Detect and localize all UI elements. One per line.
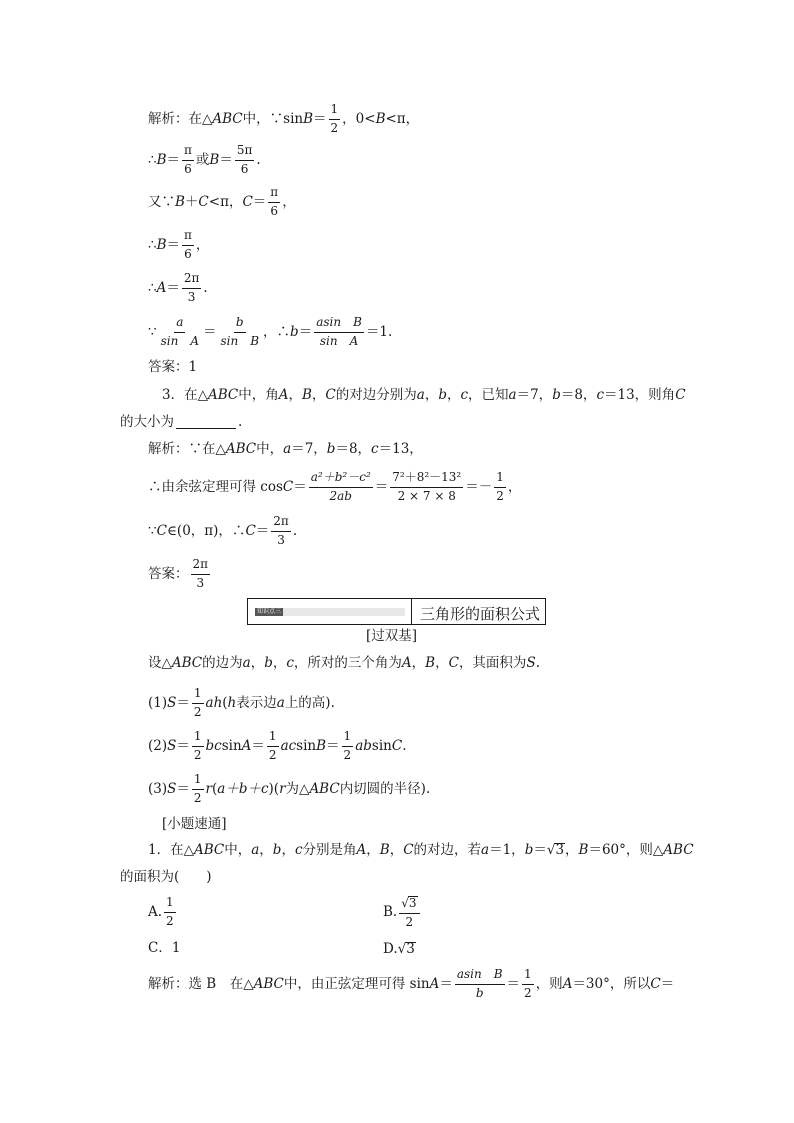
text: 分别是角: [302, 841, 357, 858]
denominator: 6: [240, 161, 249, 176]
numerator: 1: [192, 773, 204, 790]
var: A: [278, 387, 289, 403]
fraction: [219, 316, 262, 349]
formula-1: [148, 687, 335, 720]
text: .: [535, 655, 540, 671]
text: 中，由正弦定理可得 sin: [283, 975, 430, 992]
option-a[interactable]: [148, 896, 178, 929]
var: a: [251, 841, 260, 858]
denominator: 2: [496, 488, 504, 503]
solution-label: 解析：: [148, 110, 189, 127]
fraction: [455, 968, 505, 1001]
var: ah: [205, 694, 223, 711]
sqrt-sign: √: [546, 841, 556, 858]
text: 在△: [188, 110, 213, 127]
solution-line-3: [148, 186, 296, 219]
var: C: [282, 478, 294, 495]
text: 的边为: [202, 655, 243, 671]
denominator: 3: [187, 289, 196, 304]
text: ，: [565, 841, 579, 858]
text: 上的高).: [284, 694, 335, 711]
var: c: [371, 441, 379, 457]
numerator: 1: [192, 730, 204, 747]
text: )(: [268, 780, 280, 797]
denominator: 2: [405, 914, 414, 929]
var: ABC: [225, 441, 257, 457]
text: (: [211, 780, 218, 797]
fraction: [267, 730, 279, 763]
var: a: [283, 441, 292, 457]
text: (: [222, 694, 228, 711]
var: B: [156, 151, 167, 168]
question-3-line-2: [120, 416, 242, 430]
var: c: [286, 655, 294, 671]
var: C: [650, 975, 661, 992]
text: ＝: [313, 110, 327, 127]
var: A: [429, 975, 440, 992]
var: B: [301, 387, 312, 403]
section-tag: [255, 608, 405, 616]
var: ABC: [663, 841, 694, 858]
option-b[interactable]: [383, 896, 422, 930]
var: b: [524, 841, 534, 858]
text: 或: [195, 151, 210, 168]
denominator: sin B: [220, 333, 260, 348]
text: ＝: [506, 975, 521, 992]
q1-solution-line: [148, 968, 674, 1001]
var: ac: [280, 737, 297, 754]
fraction: [191, 558, 211, 591]
denominator: 6: [184, 246, 192, 261]
numerator: 2π: [191, 558, 211, 575]
question-1-line-1: [148, 843, 694, 858]
var: a: [242, 655, 251, 671]
text: ∵: [148, 323, 157, 340]
formula-3: [148, 773, 430, 806]
var: b: [326, 441, 336, 457]
text: ＝: [166, 236, 181, 253]
solution-line-5: [148, 272, 208, 305]
text: .: [402, 737, 407, 754]
text: ，: [195, 236, 210, 253]
text: ＝: [176, 780, 190, 797]
section-header: [247, 598, 546, 625]
text: ，其面积为: [458, 655, 527, 671]
text: .: [256, 151, 261, 168]
denominator: b: [475, 985, 484, 1000]
text: 的对边分别为: [335, 387, 417, 403]
numerator: 2π: [182, 272, 202, 289]
var: A: [241, 737, 252, 754]
text: ，0<: [342, 110, 376, 127]
solution-line-1: [148, 103, 419, 136]
text: ＝7，: [291, 441, 327, 457]
text: 中，角: [238, 387, 279, 403]
text: ＝: [533, 841, 547, 858]
var: C: [391, 737, 403, 754]
text: .: [292, 522, 298, 539]
var: ABC: [309, 780, 340, 797]
denominator: sin A: [319, 333, 359, 348]
numerator: 1: [342, 730, 354, 747]
var: a: [481, 841, 490, 858]
numerator: 1: [267, 730, 279, 747]
radicand: 3: [555, 842, 565, 858]
denominator: 2: [166, 913, 174, 928]
text: 内切圆的半径).: [339, 780, 431, 797]
var: bc: [205, 737, 222, 754]
denominator: 2: [343, 747, 352, 762]
option-label: C．1: [148, 940, 181, 956]
text: ∴: [148, 279, 157, 296]
text: ＝8，: [560, 387, 597, 403]
solution-line-6: [148, 316, 392, 349]
numerator: 1: [494, 471, 506, 488]
text: ＝－: [465, 478, 493, 495]
text: ，: [366, 841, 380, 858]
text: (3): [148, 780, 168, 797]
text: ∵在△: [188, 441, 226, 457]
text: ，: [435, 655, 449, 671]
denominator: 3: [277, 532, 285, 547]
text: ＝: [166, 279, 180, 296]
answer-blank: [176, 416, 236, 429]
text: [小题速通]: [162, 816, 227, 832]
fraction: [309, 471, 373, 504]
var: c: [460, 387, 469, 403]
var: h: [227, 694, 237, 711]
text: ，: [389, 841, 404, 858]
text: .: [238, 414, 243, 430]
var: C: [325, 387, 336, 403]
var: C: [245, 522, 256, 539]
var: C: [156, 522, 167, 539]
text: <π，: [385, 110, 420, 127]
text: [过双基]: [366, 628, 418, 644]
var: ABC: [253, 975, 284, 992]
text: ，: [281, 841, 295, 858]
denominator: 6: [270, 203, 279, 218]
text: ＝: [255, 522, 270, 539]
numerator: a: [174, 316, 185, 333]
text: ＝60°，则△: [588, 841, 664, 858]
fraction: [192, 773, 204, 806]
text: 1．在△: [148, 841, 194, 858]
fraction: [192, 687, 204, 720]
numerator: 7²＋8²－13²: [390, 471, 463, 488]
numerator: 1: [522, 968, 534, 985]
var: C: [675, 387, 686, 403]
question-1-line-2: [120, 871, 212, 885]
numerator: a²＋b²－c²: [309, 471, 373, 488]
solution-line-2: [148, 144, 261, 177]
text: ＝: [439, 975, 453, 992]
text: 的大小为: [120, 414, 174, 430]
text: ，: [282, 193, 296, 210]
text: 中，: [256, 441, 284, 457]
text: 中，∵sin: [242, 110, 304, 127]
numerator: 5π: [235, 144, 255, 161]
text: ∵: [148, 522, 157, 539]
text: 又∵: [148, 193, 175, 210]
var: ABC: [207, 387, 239, 403]
fraction: [164, 896, 176, 929]
fraction: [522, 968, 534, 1001]
text: ＝: [176, 694, 190, 711]
text: ＝: [298, 323, 313, 340]
denominator: 2: [193, 704, 202, 719]
radicand: 3: [406, 941, 415, 957]
text: ，: [411, 655, 426, 671]
sqrt-sign: √: [401, 896, 409, 910]
text: ，: [272, 655, 287, 671]
text: ＝: [251, 737, 265, 754]
divider: [411, 599, 412, 624]
var: b: [552, 387, 561, 403]
denominator: 2: [193, 790, 202, 805]
var: ABC: [212, 110, 243, 127]
var: S: [526, 655, 536, 671]
answer-line: [148, 361, 197, 375]
var: B: [209, 151, 220, 168]
numerator: asin B: [314, 316, 364, 333]
option-label: A.: [148, 903, 163, 920]
text: ，所对的三个角为: [293, 655, 402, 671]
var: S: [167, 737, 177, 754]
text: <π，: [208, 193, 243, 210]
text: ＝: [176, 737, 190, 754]
solution-label: 解析：: [148, 441, 189, 457]
fraction: [390, 471, 463, 504]
var: B: [316, 737, 327, 754]
numerator: π: [268, 186, 280, 203]
var: ab: [355, 737, 372, 754]
var: C: [242, 193, 253, 210]
q3-solution-line-1: [148, 443, 423, 457]
text: ∴: [148, 151, 157, 168]
numerator: 1: [164, 896, 176, 913]
var: A: [156, 279, 167, 296]
text: 表示边: [236, 694, 277, 711]
text: 设△: [148, 655, 172, 671]
var: S: [167, 694, 177, 711]
var: c: [294, 841, 303, 858]
text: ∴: [148, 236, 157, 253]
var: a: [508, 387, 517, 403]
text: (1): [148, 694, 168, 711]
option-d[interactable]: [383, 942, 416, 957]
section-subtitle: [366, 630, 417, 644]
denominator: 2: [193, 747, 202, 762]
text: ＝: [326, 737, 340, 754]
fraction: [399, 896, 419, 930]
answer-label: 答案：: [148, 565, 189, 582]
var: A: [562, 975, 573, 992]
var: C: [198, 193, 209, 210]
denominator: 2: [330, 120, 339, 135]
text: ，∴: [263, 323, 291, 340]
text: ∈(0，π)，∴: [166, 522, 246, 539]
var: B: [379, 841, 390, 858]
var: C: [403, 841, 414, 858]
fraction: [342, 730, 354, 763]
text: ，: [311, 387, 326, 403]
fraction: [271, 515, 291, 548]
text: ＝: [166, 151, 181, 168]
var: B: [425, 655, 436, 671]
text: sin: [221, 737, 242, 754]
text: ，: [424, 387, 439, 403]
q3-solution-line-3: [148, 515, 297, 548]
denominator: 2 × 7 × 8: [397, 488, 456, 503]
fraction: [192, 730, 204, 763]
text: ，: [446, 387, 461, 403]
option-label: D.: [383, 940, 398, 957]
solution-label: 解析：: [148, 975, 189, 992]
q3-answer-line: [148, 558, 212, 591]
var: b: [264, 655, 273, 671]
text: ＝8，: [335, 441, 372, 457]
var: b: [438, 387, 447, 403]
fraction: [314, 316, 364, 349]
fraction: [182, 144, 194, 177]
text: ∴由余弦定理可得 cos: [148, 478, 283, 495]
text: ＝30°，所以: [572, 975, 651, 992]
var: C: [448, 655, 459, 671]
text: 选 B 在△: [188, 975, 254, 992]
var: a: [416, 387, 425, 403]
var: r: [279, 780, 286, 797]
formula-2: [148, 730, 406, 763]
var: ABC: [193, 841, 225, 858]
numerator: 2π: [271, 515, 291, 532]
area-intro: [148, 657, 540, 671]
text: ＝13，则角: [604, 387, 676, 403]
var: S: [167, 780, 177, 797]
numerator: 1: [192, 687, 204, 704]
text: ，则: [535, 975, 563, 992]
numerator: b: [234, 316, 246, 333]
sqrt-sign: √: [397, 940, 407, 957]
var: A: [401, 655, 412, 671]
text: .: [203, 279, 208, 296]
numerator: π: [182, 229, 194, 246]
text: ＝: [660, 975, 675, 992]
fraction: [182, 272, 202, 305]
text: ＝13，: [378, 441, 423, 457]
solution-line-4: [148, 229, 209, 262]
option-c[interactable]: [148, 942, 180, 956]
text: ＝1，: [489, 841, 525, 858]
q3-solution-line-2: [148, 471, 521, 504]
text: 的对边，若: [413, 841, 482, 858]
var: B: [175, 193, 185, 210]
var: A: [356, 841, 367, 858]
text: 的面积为( ): [120, 869, 212, 885]
text: sin: [371, 737, 392, 754]
denominator: 2: [268, 747, 277, 762]
text: ＝: [252, 193, 267, 210]
fraction: [159, 316, 201, 349]
text: ，: [288, 387, 302, 403]
text: ，已知: [468, 387, 509, 403]
denominator: 2ab: [329, 488, 352, 503]
option-label: B.: [383, 904, 398, 921]
var: B: [303, 110, 314, 127]
var: r: [205, 780, 212, 797]
var: b: [272, 841, 282, 858]
numerator: π: [182, 144, 194, 161]
answer-label: 答案：: [148, 359, 189, 375]
denominator: sin A: [160, 333, 199, 348]
denominator: 3: [196, 575, 205, 590]
text: ，: [507, 478, 522, 495]
text: ＝: [203, 323, 217, 340]
fraction: [268, 186, 280, 219]
text: (2): [148, 737, 168, 754]
var: ABC: [171, 655, 203, 671]
var: B: [156, 236, 167, 253]
text: ，: [250, 655, 265, 671]
var: B: [375, 110, 386, 127]
text: 中，: [224, 841, 252, 858]
text: ＝: [374, 478, 389, 495]
fraction: [329, 103, 341, 136]
var: c: [596, 387, 604, 403]
text: ＝: [219, 151, 233, 168]
var: b: [290, 323, 299, 340]
text: sin: [296, 737, 317, 754]
numerator: 1: [329, 103, 341, 120]
numerator: [399, 896, 419, 914]
text: ，: [259, 841, 273, 858]
denominator: 6: [184, 161, 192, 176]
drill-heading: [162, 818, 227, 832]
text: ＝: [293, 478, 307, 495]
text: 3．在△: [162, 387, 208, 403]
var: a: [276, 694, 285, 711]
text: 为△: [285, 780, 310, 797]
fraction: [182, 229, 194, 262]
text: ＋: [184, 193, 199, 210]
text: ＝1.: [365, 323, 393, 340]
numerator: asin B: [455, 968, 505, 985]
var: B: [578, 841, 589, 858]
var: a＋b＋c: [217, 780, 269, 797]
answer-value: 1: [188, 359, 198, 375]
radicand: 3: [408, 896, 417, 910]
question-3-line-1: [162, 389, 686, 403]
text: ＝7，: [516, 387, 553, 403]
fraction: [235, 144, 255, 177]
section-tag-label: 知识点三: [256, 608, 281, 615]
denominator: 2: [524, 985, 532, 1000]
section-title: 三角形的面积公式: [420, 605, 541, 623]
fraction: [494, 471, 506, 504]
